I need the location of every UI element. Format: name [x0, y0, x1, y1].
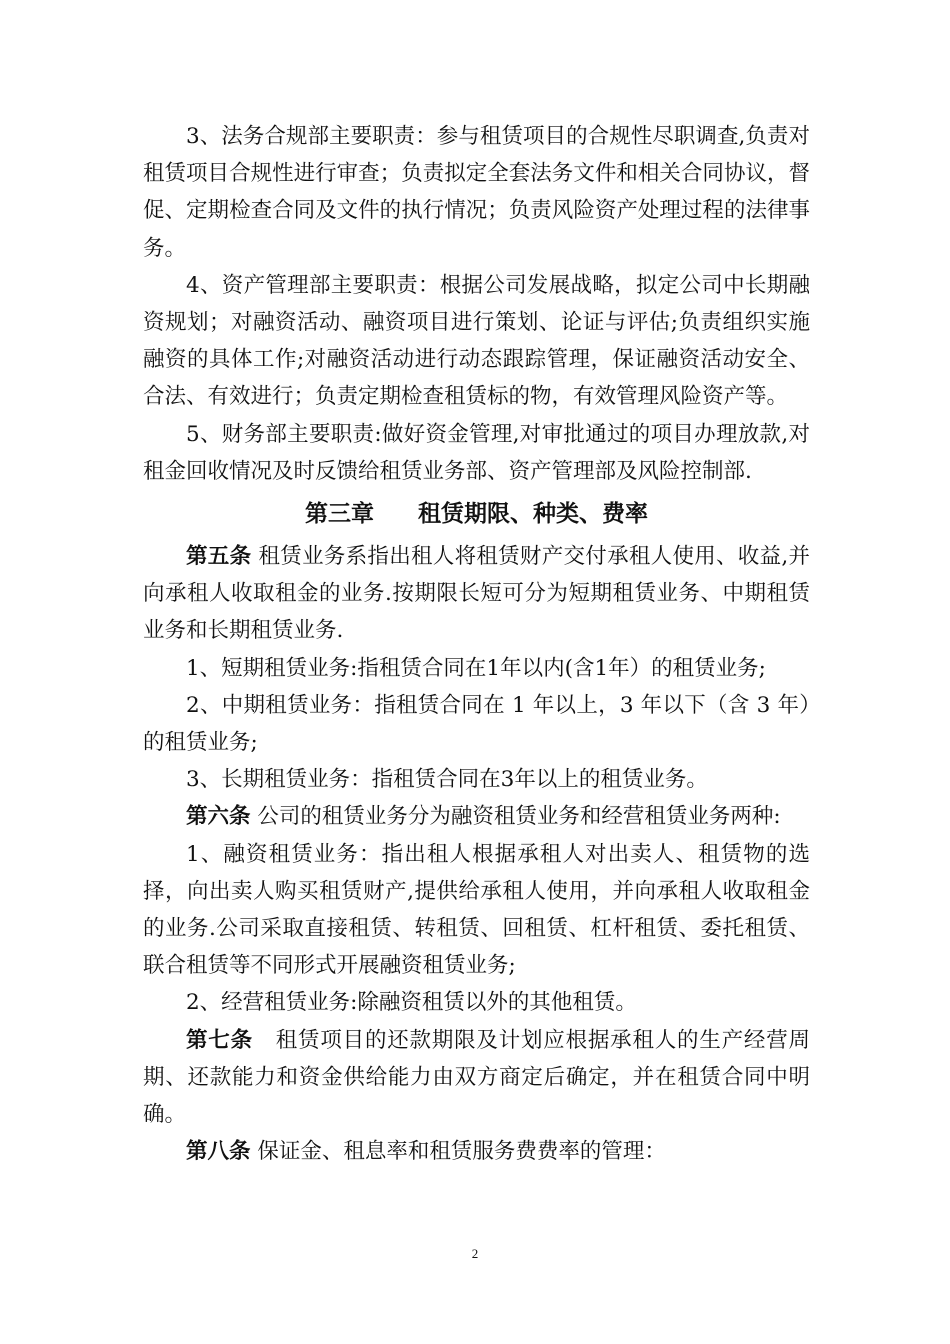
- paragraph-finance: 5、财务部主要职责:做好资金管理,对审批通过的项目办理放款,对租金回收情况及时反馈给租赁业务部、资产管理部及风险控制部.: [143, 421, 810, 484]
- article-5-text: 租赁业务系指出租人将租赁财产交付承租人使用、收益,并向承租人收取租金的业务.按期限长短可分为短期租赁业务、中期租赁业务和长期租赁业务.: [143, 544, 810, 644]
- chapter-title: 租赁期限、种类、费率: [418, 501, 648, 528]
- article-6: [143, 798, 810, 835]
- paragraph-asset-management: 4、资产管理部主要职责：根据公司发展战略，拟定公司中长期融资规划；对融资活动、融资项目进行策划、论证与评估;负责组织实施融资的具体工作;对融资活动进行动态跟踪管理，保证融资活动安全、合法、有效进行；负责定期检查租赁标的物，有效管理风险资产等。: [143, 272, 810, 410]
- article-5: [143, 538, 810, 650]
- article-5-label: 第五条: [186, 544, 252, 570]
- chapter-number: 第三章: [305, 501, 374, 528]
- article-6-item-2: 2、经营租赁业务:除融资租赁以外的其他租赁。: [186, 990, 637, 1016]
- article-8: [143, 1133, 810, 1170]
- article-6-item-1: 1、融资租赁业务：指出租人根据承租人对出卖人、租赁物的选择，向出卖人购买租赁财产,提供给承租人使用，并向承租人收取租金的业务.公司采取直接租赁、转租赁、回租赁、杠杆租赁、委托租赁、联合租赁等不同形式开展融资租赁业务;: [143, 841, 810, 979]
- document-body: [143, 118, 810, 1170]
- article-8-label: 第八条: [186, 1139, 251, 1165]
- article-6-text: 公司的租赁业务分为融资租赁业务和经营租赁业务两种:: [250, 804, 781, 830]
- article-6-label: 第六条: [186, 804, 251, 830]
- article-5-item-2: 2、中期租赁业务：指租赁合同在 1 年以上，3 年以下（含 3 年）的租赁业务;: [143, 692, 810, 756]
- article-5-item-3: 3、长期租赁业务：指租赁合同在3年以上的租赁业务。: [186, 767, 708, 793]
- page-number: 2: [471, 1246, 479, 1261]
- article-5-item-1: 1、短期租赁业务:指租赁合同在1年以内(含1年）的租赁业务;: [186, 655, 766, 681]
- chapter-heading: [143, 493, 810, 535]
- article-7: [143, 1022, 810, 1134]
- article-8-text: 保证金、租息率和租赁服务费费率的管理：: [250, 1139, 666, 1165]
- paragraph-legal-compliance: 3、法务合规部主要职责：参与租赁项目的合规性尽职调查,负责对租赁项目合规性进行审查；负责拟定全套法务文件和相关合同协议，督促、定期检查合同及文件的执行情况；负责风险资产处理过程的法律事务。: [143, 124, 810, 261]
- article-7-text: 租赁项目的还款期限及计划应根据承租人的生产经营周期、还款能力和资金供给能力由双方商定后确定，并在租赁合同中明确。: [143, 1027, 810, 1128]
- article-7-label: 第七条: [186, 1027, 253, 1053]
